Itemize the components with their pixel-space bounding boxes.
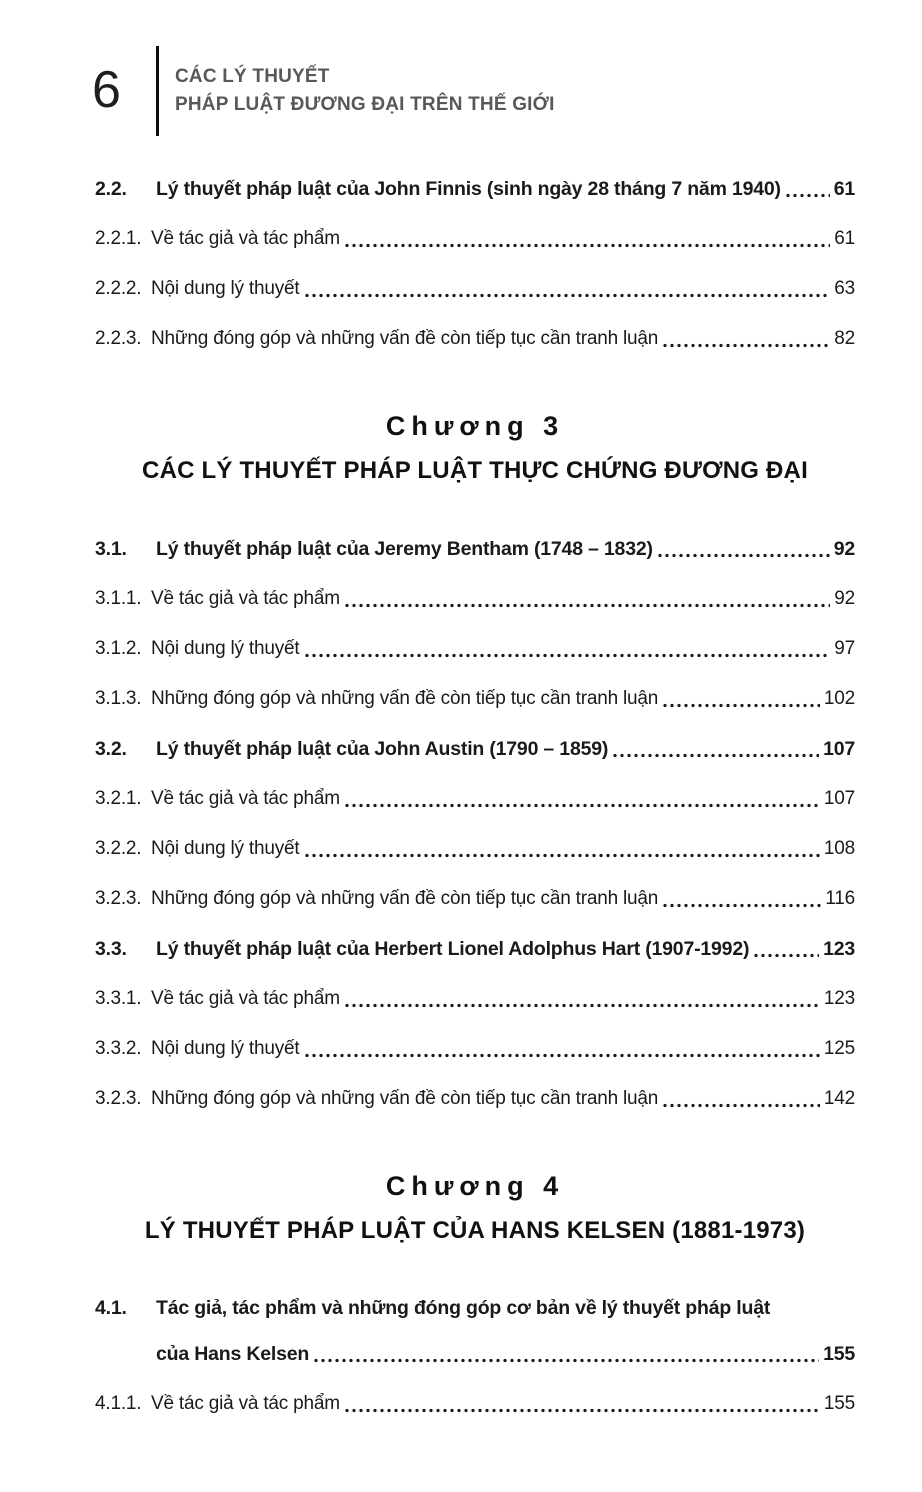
toc-entry [95, 1072, 855, 1122]
entry-page: 116 [825, 888, 855, 910]
toc-entry [95, 162, 855, 212]
entry-title: Lý thuyết pháp luật của Jeremy Bentham (1748 – 1832) [156, 537, 653, 560]
entry-number: 3.3. [95, 937, 127, 960]
dot-leader [345, 243, 830, 248]
entry-number: 2.2.2. [95, 278, 142, 300]
dot-leader [305, 853, 820, 858]
entry-title: Nội dung lý thuyết [151, 1038, 300, 1060]
entry-number: 3.2.2. [95, 838, 142, 860]
entry-page: 123 [823, 988, 855, 1010]
dot-leader [305, 653, 831, 658]
toc-entry [95, 772, 855, 822]
dot-leader [663, 903, 821, 908]
dot-leader [345, 603, 830, 608]
toc-list [95, 162, 855, 1427]
entry-page: 142 [823, 1088, 855, 1110]
entry-title: Về tác giả và tác phẩm [151, 988, 340, 1010]
entry-title: Nội dung lý thuyết [151, 278, 300, 300]
chapter-title: CÁC LÝ THUYẾT PHÁP LUẬT THỰC CHỨNG ĐƯƠNG ĐẠI [142, 457, 808, 484]
entry-number: 2.2. [95, 177, 127, 200]
entry-page: 123 [823, 937, 855, 960]
entry-number: 3.3.1. [95, 988, 142, 1010]
entry-title: Những đóng góp và những vấn đề còn tiếp tục cần tranh luận [151, 888, 659, 910]
dot-leader [663, 343, 830, 348]
entry-page: 63 [834, 278, 855, 300]
entry-title: Những đóng góp và những vấn đề còn tiếp tục cần tranh luận [151, 328, 659, 350]
toc-entry [95, 672, 855, 722]
chapter-label: Chương 4 [385, 1171, 565, 1201]
entry-number: 3.2. [95, 737, 127, 760]
entry-title: Những đóng góp và những vấn đề còn tiếp tục cần tranh luận [151, 1088, 659, 1110]
toc-entry [95, 872, 855, 922]
toc-entry [95, 522, 855, 572]
entry-title: Về tác giả và tác phẩm [151, 228, 340, 250]
running-title-line2: PHÁP LUẬT ĐƯƠNG ĐẠI TRÊN THẾ GIỚI [175, 93, 555, 115]
dot-leader [345, 1003, 820, 1008]
toc-entry [95, 1282, 855, 1329]
dot-leader [345, 803, 820, 808]
entry-page: 92 [834, 588, 855, 610]
dot-leader [663, 703, 820, 708]
entry-page: 61 [834, 228, 855, 250]
entry-title: Lý thuyết pháp luật của Herbert Lionel Adolphus Hart (1907-1992) [156, 937, 750, 960]
toc-entry [95, 262, 855, 312]
entry-title: Lý thuyết pháp luật của John Austin (1790 – 1859) [156, 737, 609, 760]
toc-entry [95, 622, 855, 672]
dot-leader [754, 953, 819, 958]
dot-leader [613, 753, 819, 758]
entry-number: 4.1.1. [95, 1393, 142, 1415]
toc-entry [95, 822, 855, 872]
chapter-label: Chương 3 [385, 411, 565, 441]
entry-page: 107 [823, 737, 855, 760]
entry-page: 97 [834, 638, 855, 660]
toc-entry-continued [95, 1329, 855, 1377]
entry-page: 82 [834, 328, 855, 350]
entry-page: 102 [823, 688, 855, 710]
entry-page: 107 [823, 788, 855, 810]
toc-entry [95, 572, 855, 622]
entry-number: 4.1. [95, 1296, 127, 1319]
entry-number: 3.2.1. [95, 788, 142, 810]
entry-number: 3.1. [95, 537, 127, 560]
dot-leader [345, 1408, 820, 1413]
entry-title: Những đóng góp và những vấn đề còn tiếp tục cần tranh luận [151, 688, 659, 710]
page-header [92, 46, 922, 136]
entry-page: 155 [823, 1393, 855, 1415]
entry-number: 3.2.3. [95, 888, 142, 910]
dot-leader [305, 293, 831, 298]
entry-title: Về tác giả và tác phẩm [151, 588, 340, 610]
entry-page: 125 [823, 1038, 855, 1060]
chapter-heading [95, 408, 855, 488]
toc-entry [95, 922, 855, 972]
dot-leader [314, 1358, 819, 1363]
running-title [159, 46, 555, 136]
entry-title: Về tác giả và tác phẩm [151, 788, 340, 810]
toc-entry [95, 972, 855, 1022]
entry-page: 92 [833, 537, 855, 560]
toc-entry [95, 1377, 855, 1427]
entry-number: 3.1.2. [95, 638, 142, 660]
entry-page: 61 [833, 177, 855, 200]
entry-title: Nội dung lý thuyết [151, 838, 300, 860]
toc-entry [95, 1022, 855, 1072]
entry-page: 155 [823, 1342, 855, 1365]
entry-title: Tác giả, tác phẩm và những đóng góp cơ bản về lý thuyết pháp luật [156, 1296, 771, 1319]
toc-entry [95, 312, 855, 362]
entry-number: 3.2.3. [95, 1088, 142, 1110]
dot-leader [658, 553, 830, 558]
dot-leader [305, 1053, 820, 1058]
entry-number: 3.1.3. [95, 688, 142, 710]
entry-title: Nội dung lý thuyết [151, 638, 300, 660]
toc-entry [95, 722, 855, 772]
entry-title: của Hans Kelsen [156, 1342, 310, 1365]
entry-number: 2.2.3. [95, 328, 142, 350]
entry-number: 3.3.2. [95, 1038, 142, 1060]
chapter-title: LÝ THUYẾT PHÁP LUẬT CỦA HANS KELSEN (1881-1973) [144, 1217, 806, 1244]
page-number: 6 [92, 61, 121, 119]
running-title-line1: CÁC LÝ THUYẾT [175, 65, 330, 87]
entry-number: 3.1.1. [95, 588, 142, 610]
entry-page: 108 [823, 838, 855, 860]
toc-entry [95, 212, 855, 262]
dot-leader [786, 193, 830, 198]
dot-leader [663, 1103, 820, 1108]
entry-title: Lý thuyết pháp luật của John Finnis (sinh ngày 28 tháng 7 năm 1940) [156, 177, 781, 200]
entry-number: 2.2.1. [95, 228, 142, 250]
entry-title: Về tác giả và tác phẩm [151, 1393, 340, 1415]
chapter-heading [95, 1168, 855, 1248]
